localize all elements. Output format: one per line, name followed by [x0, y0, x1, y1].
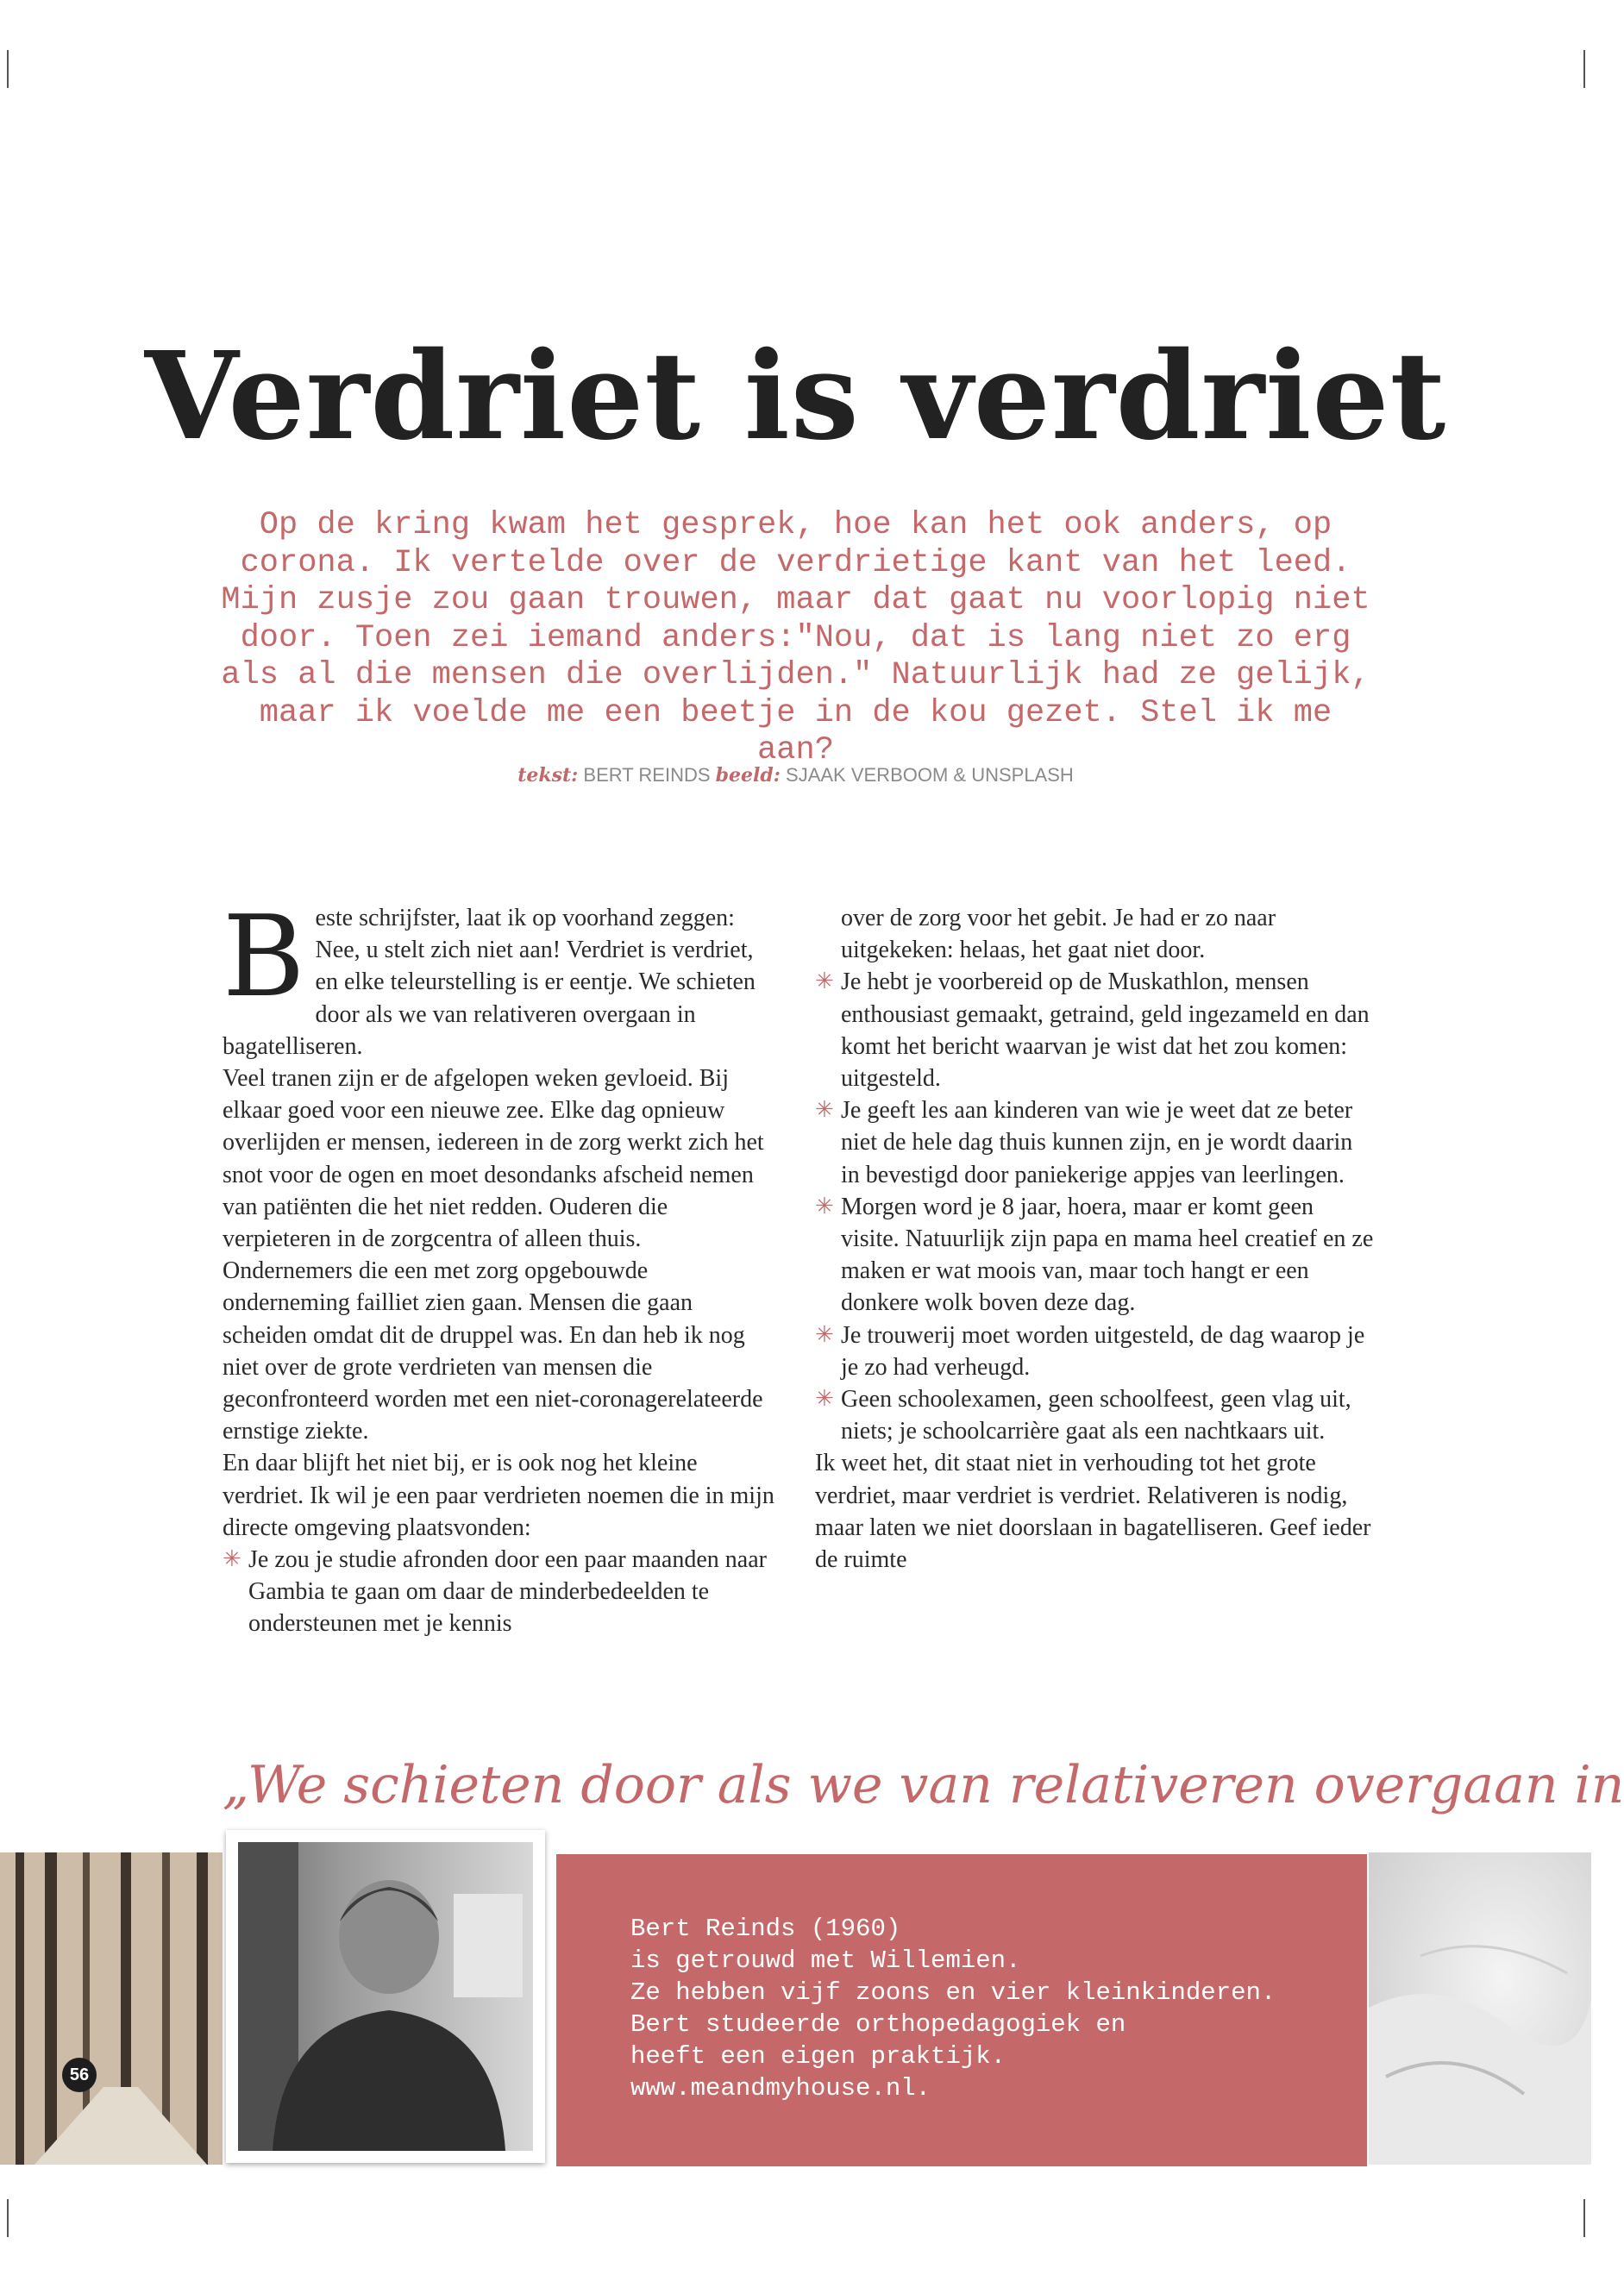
list-item	[815, 1383, 1376, 1447]
asterisk-bullet-icon: ✳	[815, 1386, 834, 1413]
drop-cap: B	[223, 891, 305, 1022]
list-item	[815, 1319, 1376, 1383]
list-item-text: Morgen word je 8 jaar, hoera, maar er komt geen visite. Natuurlijk zijn papa en mama heel creatief en ze maken er wat moois van, maar toch hangt er een donkere wolk boven deze dag.	[841, 1193, 1374, 1317]
forest-photo	[0, 1852, 223, 2165]
credit-image-label: beeld:	[715, 764, 781, 787]
list-item-text: Je trouwerij moet worden uitgesteld, de dag waarop je je zo had verheugd.	[841, 1321, 1365, 1381]
portrait-image	[238, 1842, 533, 2151]
list-item	[815, 966, 1376, 1094]
forest-path	[34, 2087, 207, 2165]
body-paragraph: Veel tranen zijn er de afgelopen weken gevloeid. Bij elkaar goed voor een nieuwe zee. Elke dag opnieuw overlijden er mensen, iedereen in de zorg werkt zich het snot voor de ogen en moet desondanks afscheid nemen van patiënten die het niet redden. Ouderen die verpieteren in de zorgcentra of alleen thuis. Ondernemers die een met zorg opgebouwde onderneming failliet zien gaan. Mensen die gaan scheiden omdat dit de druppel was. En dan heb ik nog niet over de grote verdrieten van mensen die geconfronteerd worden met een niet-coronagerelateerde ernstige ziekte.	[223, 1065, 764, 1445]
intro-line: Op de kring kwam het gesprek, hoe kan het ook anders, op	[259, 507, 1332, 543]
bedsheets-photo	[1369, 1852, 1591, 2165]
body-column-2	[815, 902, 1376, 1576]
pull-quote: „We schieten door als we van relativeren overgaan in	[223, 1755, 1624, 1815]
author-portrait	[226, 1830, 545, 2163]
bullet-list	[815, 966, 1376, 1447]
asterisk-bullet-icon: ✳	[815, 1193, 834, 1219]
body-paragraph: En daar blijft het niet bij, er is ook nog het kleine verdriet. Ik wil je een paar verdrieten noemen die in mijn directe omgeving plaatsvonden:	[223, 1450, 774, 1541]
crop-mark-top-left	[7, 50, 9, 88]
list-item-text: Je zou je studie afronden door een paar maanden naar Gambia te gaan om daar de minderbedeelden te ondersteunen met je kennis	[248, 1546, 767, 1638]
asterisk-bullet-icon: ✳	[815, 968, 834, 995]
bio-line: Bert Reinds (1960)	[630, 1915, 901, 1943]
list-item-text: Je geeft les aan kinderen van wie je weet dat ze beter niet de hele dag thuis kunnen zijn, en je wordt daarin in bevestigd door paniekerige appjes van leerlingen.	[841, 1097, 1353, 1188]
article-intro	[216, 507, 1376, 770]
tree-trunk	[197, 1852, 208, 2165]
author-bio-box	[556, 1854, 1367, 2166]
bio-website-link[interactable]: www.meandmyhouse.nl.	[630, 2074, 931, 2103]
asterisk-bullet-icon: ✳	[815, 1321, 834, 1348]
bio-line: Ze hebben vijf zoons en vier kleinkinderen.	[630, 1978, 1276, 2007]
article-title: Verdriet is verdriet	[144, 326, 1447, 467]
bullet-list	[223, 1544, 774, 1640]
intro-line: als al die mensen die overlijden." Natuurlijk had ze gelijk,	[221, 657, 1370, 693]
tree-trunk	[45, 1852, 57, 2165]
tree-trunk	[16, 1852, 24, 2165]
man-silhouette-icon	[238, 1842, 533, 2151]
body-paragraph	[223, 891, 774, 1062]
bio-line: Bert studeerde orthopedagogiek en	[630, 2010, 1126, 2039]
list-item	[815, 1191, 1376, 1319]
credit-text-value: BERT REINDS	[583, 764, 711, 786]
intro-line: maar ik voelde me een beetje in de kou gezet. Stel ik me aan?	[259, 694, 1332, 768]
list-item	[815, 1094, 1376, 1191]
body-paragraph: Ik weet het, dit staat niet in verhouding tot het grote verdriet, maar verdriet is verdriet. Relativeren is nodig, maar laten we niet doorslaan in bagatelliseren. Geef ieder de ruimte	[815, 1450, 1371, 1574]
intro-line: corona. Ik vertelde over de verdrietige kant van het leed.	[240, 544, 1351, 581]
author-bio	[630, 1913, 1276, 2104]
asterisk-bullet-icon: ✳	[815, 1097, 834, 1124]
intro-line: Mijn zusje zou gaan trouwen, maar dat gaat nu voorlopig niet	[221, 582, 1370, 618]
crop-mark-bottom-right	[1583, 2199, 1585, 2237]
credit-image-value: SJAAK VERBOOM & UNSPLASH	[786, 764, 1074, 786]
body-paragraph-continued: over de zorg voor het gebit. Je had er zo naar uitgekeken: helaas, het gaat niet door.	[841, 905, 1276, 964]
credit-text-label: tekst:	[517, 764, 579, 787]
crop-mark-bottom-left	[7, 2199, 9, 2237]
list-item-text: Geen schoolexamen, geen schoolfeest, geen vlag uit, niets; je schoolcarrière gaat als een nachtkaars uit.	[841, 1386, 1351, 1445]
list-item	[223, 1544, 774, 1640]
body-column-1	[223, 891, 774, 1640]
list-item-text: Je hebt je voorbereid op de Muskathlon, mensen enthousiast gemaakt, getraind, geld ingezameld en dan komt het bericht waarvan je wist dat het zou komen: uitgesteld.	[841, 968, 1370, 1093]
bio-line: is getrouwd met Willemien.	[630, 1946, 1021, 1975]
bedsheet-folds	[1369, 1852, 1591, 2165]
page-number: 56	[62, 2058, 97, 2092]
bio-line: heeft een eigen praktijk.	[630, 2042, 1006, 2071]
crop-mark-top-right	[1583, 50, 1585, 88]
intro-line: door. Toen zei iemand anders:"Nou, dat is lang niet zo erg	[240, 619, 1351, 656]
paragraph-text: este schrijfster, laat ik op voorhand zeggen: Nee, u stelt zich niet aan! Verdriet is verdriet, en elke teleurstelling is er eentje. We schieten door als we van relativeren overgaan in bagatelliseren.	[223, 905, 756, 1060]
article-credits	[0, 764, 1591, 787]
asterisk-bullet-icon: ✳	[223, 1546, 241, 1573]
